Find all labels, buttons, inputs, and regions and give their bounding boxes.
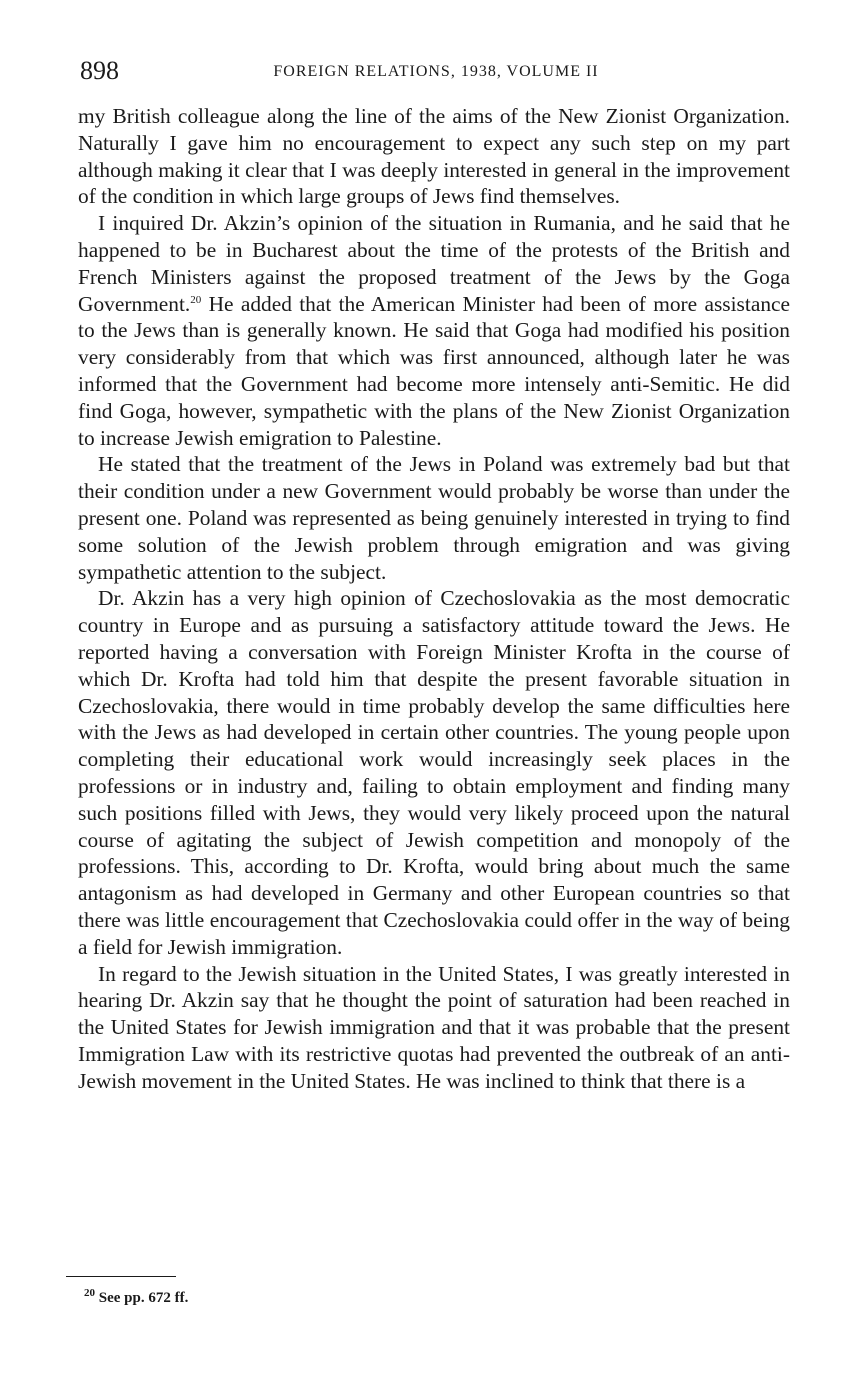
paragraph-2-text-after: He added that the American Minister had been of more assistance to the Jews than is generally known. He said that Goga had modified his position very considerably from that which was first announced, although later he was informed that the Government had become more intensely anti-Semitic. He did find Goga, however, sympathetic with the plans of the New Zionist Organization to increase Jewish emigration to Palestine. xyxy=(78,291,790,450)
running-head: FOREIGN RELATIONS, 1938, VOLUME II xyxy=(273,63,599,80)
paragraph-1: my British colleague along the line of the aims of the New Zionist Organization. Naturally I gave him no encouragement to expect any such step on my part although making it clear that I was deeply interested in general in the improvement of the condition in which large groups of Jews find themselves. xyxy=(78,104,790,209)
paragraph-2 xyxy=(78,210,790,451)
paragraph-2-text-before: I inquired Dr. Akzin’s opinion of the situation in Rumania, and he said that he happened to be in Bucharest about the time of the protests of the British and French Ministers against the proposed treatment of the Jews by the Goga Government. xyxy=(78,211,790,316)
paragraph-4: Dr. Akzin has a very high opinion of Czechoslovakia as the most democratic country in Europe and as pursuing a satisfactory attitude toward the Jews. He reported having a conversation with Foreign Minister Krofta in the course of which Dr. Krofta had told him that despite the present favorable situation in Czechoslovakia, there would in time probably develop the same difficulties here with the Jews as had developed in certain other countries. The young people upon completing their educational work would increasingly seek places in the professions or in industry and, failing to obtain employment and finding many such positions filled with Jews, they would very likely proceed upon the natural course of agitating the subject of Jewish competition and monopoly of the professions. This, according to Dr. Krofta, would bring about much the same antagonism as had developed in Germany and other European countries so that there was little encouragement that Czechoslovakia could offer in the way of being a field for Jewish immigration. xyxy=(78,586,790,959)
page-header xyxy=(80,56,792,86)
paragraph-5: In regard to the Jewish situation in the United States, I was greatly interested in hearing Dr. Akzin say that he thought the point of saturation had been reached in the United States for Jewish immigration and that it was probable that the present Immigration Law with its restrictive quotas had prevented the outbreak of an anti-Jewish movement in the United States. He was inclined to think that there is a xyxy=(78,961,790,1093)
paragraph-3: He stated that the treatment of the Jews in Poland was extremely bad but that their condition under a new Government would probably be worse than under the present one. Poland was represented as being genuinely interested in trying to find some solution of the Jewish problem through emigration and was giving sympathetic attention to the subject. xyxy=(78,452,790,584)
footnote-divider xyxy=(66,1276,176,1277)
footnote-text: See pp. 672 ff. xyxy=(95,1290,189,1306)
footnote-marker: 20 xyxy=(84,1287,95,1299)
footnote-reference: 20 xyxy=(190,293,202,306)
page-number: 898 xyxy=(80,56,119,85)
footnote xyxy=(84,1288,188,1308)
body-text xyxy=(78,103,790,1094)
